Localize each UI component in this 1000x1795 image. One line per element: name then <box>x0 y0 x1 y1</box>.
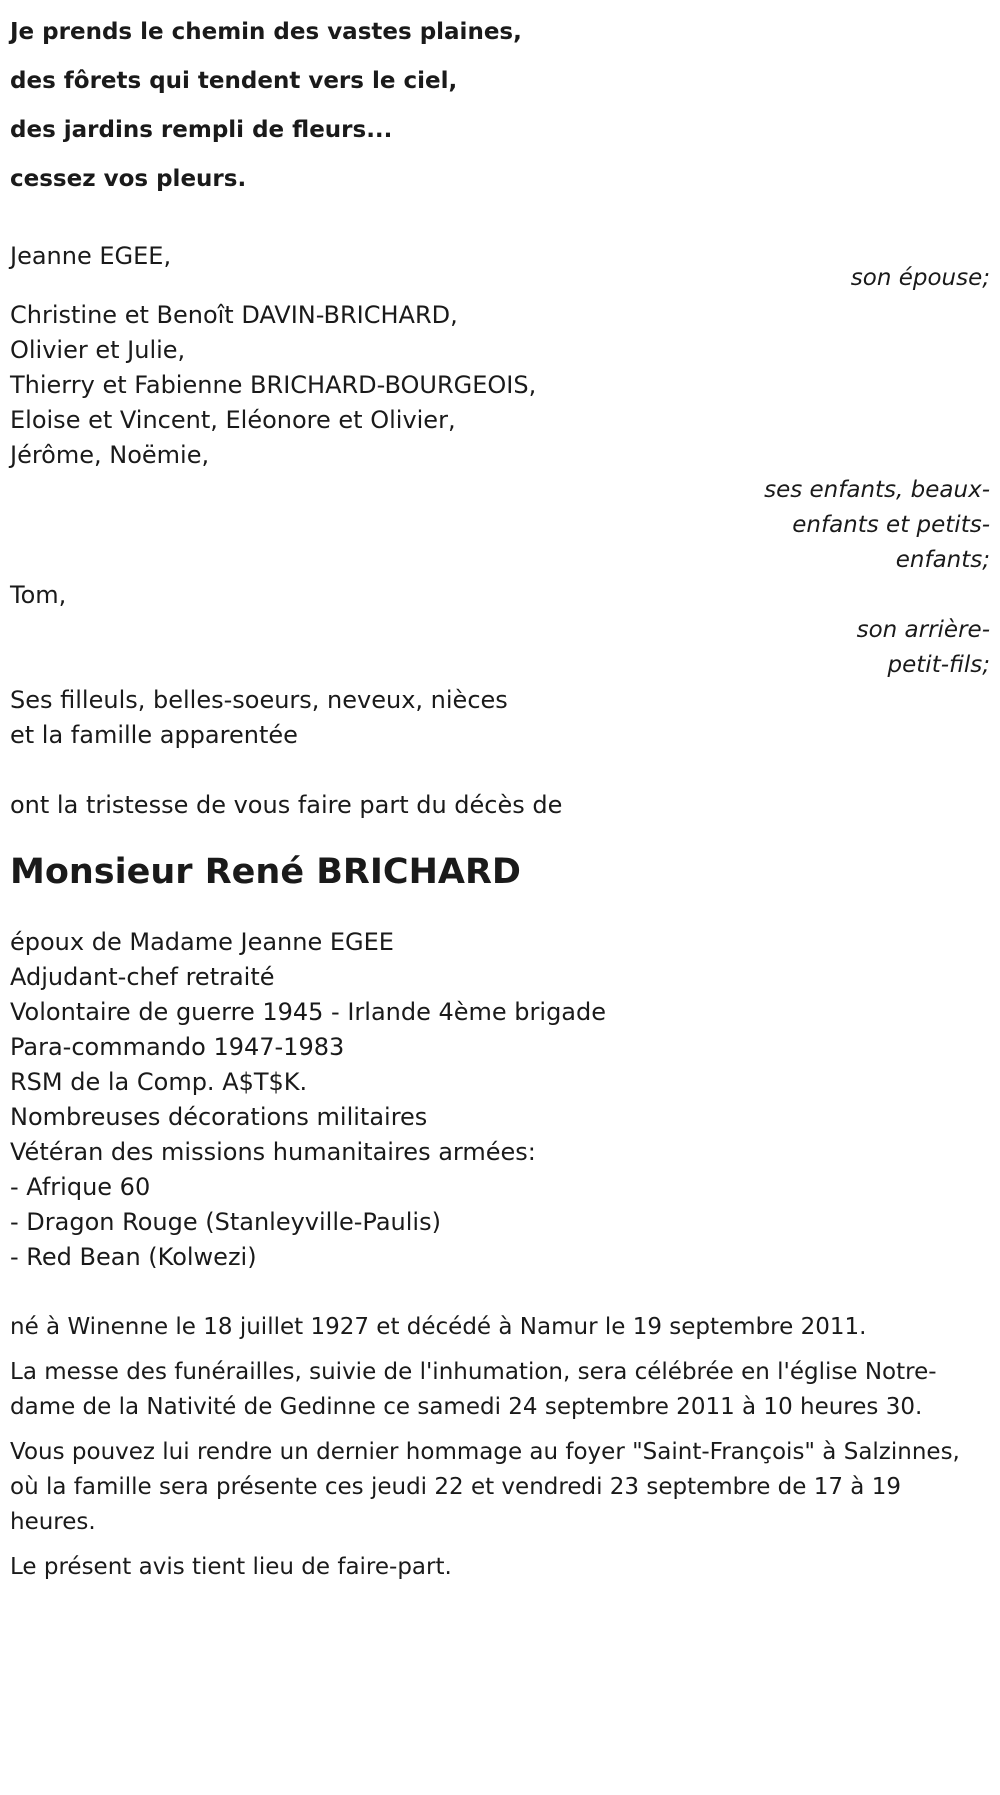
family-children <box>10 298 990 578</box>
detail-line: Vétéran des missions humanitaires armées: <box>10 1138 536 1166</box>
relation-line: enfants; <box>895 547 990 573</box>
poem-line: des jardins rempli de fleurs... <box>10 117 393 143</box>
deceased-name: Monsieur René BRICHARD <box>10 852 521 892</box>
family-spouse <box>10 236 990 298</box>
deceased-details <box>10 925 990 1275</box>
relation-line: enfants et petits- <box>792 512 990 538</box>
detail-line: - Dragon Rouge (Stanleyville-Paulis) <box>10 1208 441 1236</box>
family-line: Christine et Benoît DAVIN-BRICHARD, <box>10 301 458 329</box>
detail-line: - Red Bean (Kolwezi) <box>10 1243 257 1271</box>
poem-line: Je prends le chemin des vastes plaines, <box>10 19 522 45</box>
closing-text: Le présent avis tient lieu de faire-part. <box>10 1554 452 1580</box>
family-line: Jeanne EGEE, <box>10 242 172 270</box>
family-line: Jérôme, Noëmie, <box>10 441 210 469</box>
family-line: Ses filleuls, belles-soeurs, neveux, nièces <box>10 686 508 714</box>
family-line: Tom, <box>10 581 67 609</box>
relation-line: ses enfants, beaux- <box>764 477 990 503</box>
family-others <box>10 683 990 753</box>
family-line: Olivier et Julie, <box>10 336 186 364</box>
family-great-grandchildren <box>10 578 990 683</box>
announcement: ont la tristesse de vous faire part du décès de <box>10 791 563 819</box>
family-line: Thierry et Fabienne BRICHARD-BOURGEOIS, <box>10 371 537 399</box>
relation-great-grandchildren <box>10 613 990 683</box>
family-line: et la famille apparentée <box>10 721 298 749</box>
birth-death-text: né à Winenne le 18 juillet 1927 et décédé à Namur le 19 septembre 2011. <box>10 1314 867 1340</box>
relation-children <box>10 473 990 578</box>
detail-line: Volontaire de guerre 1945 - Irlande 4ème brigade <box>10 998 607 1026</box>
relation-line: son arrière- <box>856 617 990 643</box>
poem <box>10 0 990 204</box>
funeral-text: La messe des funérailles, suivie de l'inhumation, sera célébrée en l'église Notre-dame de la Nativité de Gedinne ce samedi 24 septembre 2011 à 10 heures 30. <box>10 1359 937 1420</box>
detail-line: Para-commando 1947-1983 <box>10 1033 345 1061</box>
family-line: Eloise et Vincent, Eléonore et Olivier, <box>10 406 456 434</box>
detail-line: Adjudant-chef retraité <box>10 963 275 991</box>
detail-line: RSM de la Comp. A$T$K. <box>10 1068 308 1096</box>
poem-line: cessez vos pleurs. <box>10 166 247 192</box>
visitation-text: Vous pouvez lui rendre un dernier hommage au foyer "Saint-François" à Salzinnes, où la famille sera présente ces jeudi 22 et vendredi 23 septembre de 17 à 19 heures. <box>10 1439 960 1535</box>
relation-line: petit-fils; <box>887 652 990 678</box>
relation-line: son épouse; <box>850 265 990 291</box>
detail-line: Nombreuses décorations militaires <box>10 1103 428 1131</box>
poem-line: des fôrets qui tendent vers le ciel, <box>10 68 458 94</box>
detail-line: époux de Madame Jeanne EGEE <box>10 928 394 956</box>
detail-line: - Afrique 60 <box>10 1173 151 1201</box>
